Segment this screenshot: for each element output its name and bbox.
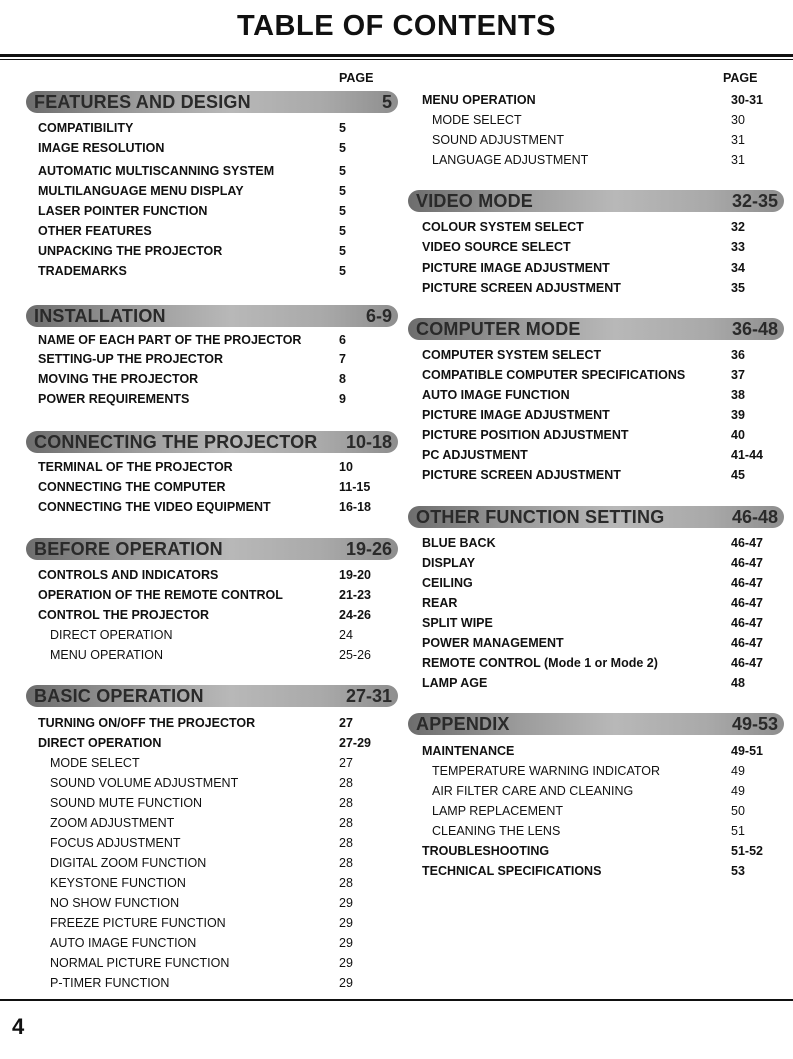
- toc-entry-page: 33: [731, 240, 745, 254]
- toc-entry-page: 5: [339, 244, 346, 258]
- toc-entry-page: 28: [339, 876, 353, 890]
- toc-entry-lamp-age: LAMP AGE: [422, 676, 488, 690]
- toc-entry-operation-of-the-remote-control: OPERATION OF THE REMOTE CONTROL: [38, 588, 283, 602]
- section-title: FEATURES AND DESIGN: [34, 92, 251, 112]
- footer-rule: [0, 999, 793, 1001]
- toc-entry-freeze-picture-function: FREEZE PICTURE FUNCTION: [50, 916, 226, 930]
- toc-entry-page: 5: [339, 264, 346, 278]
- toc-entry-page: 50: [731, 804, 745, 818]
- toc-entry-language-adjustment: LANGUAGE ADJUSTMENT: [432, 153, 589, 167]
- toc-entry-connecting-the-video-equipment: CONNECTING THE VIDEO EQUIPMENT: [38, 500, 271, 514]
- section-page-range: 46-48: [731, 507, 778, 527]
- toc-entry-page: 29: [339, 956, 353, 970]
- toc-entry-picture-position-adjustment: PICTURE POSITION ADJUSTMENT: [422, 428, 629, 442]
- toc-entry-unpacking-the-projector: UNPACKING THE PROJECTOR: [38, 244, 223, 258]
- toc-entry-picture-image-adjustment: PICTURE IMAGE ADJUSTMENT: [422, 261, 610, 275]
- toc-entry-page: 5: [339, 184, 346, 198]
- toc-entry-page: 49: [731, 784, 745, 798]
- toc-entry-page: 27: [339, 756, 353, 770]
- toc-entry-mode-select: MODE SELECT: [432, 113, 522, 127]
- toc-entry-page: 21-23: [339, 588, 371, 602]
- toc-entry-page: 32: [731, 220, 745, 234]
- toc-entry-focus-adjustment: FOCUS ADJUSTMENT: [50, 836, 181, 850]
- section-page-range: 49-53: [731, 714, 778, 734]
- section-page-range: 5: [381, 92, 392, 112]
- section-title: BASIC OPERATION: [34, 686, 204, 706]
- toc-entry-page: 41-44: [731, 448, 763, 462]
- toc-entry-page: 46-47: [731, 616, 763, 630]
- section-page-range: 27-31: [345, 686, 392, 706]
- toc-entry-page: 46-47: [731, 576, 763, 590]
- toc-entry-page: 5: [339, 164, 346, 178]
- toc-entry-page: 31: [731, 153, 745, 167]
- page-column-header: PAGE: [723, 71, 758, 85]
- toc-entry-picture-screen-adjustment: PICTURE SCREEN ADJUSTMENT: [422, 468, 621, 482]
- toc-entry-page: 28: [339, 816, 353, 830]
- toc-entry-rear: REAR: [422, 596, 458, 610]
- section-header-basic-operation: [26, 685, 398, 707]
- toc-entry-page: 45: [731, 468, 745, 482]
- title-rule-thin: [0, 59, 793, 60]
- toc-entry-no-show-function: NO SHOW FUNCTION: [50, 896, 180, 910]
- toc-entry-split-wipe: SPLIT WIPE: [422, 616, 493, 630]
- toc-entry-sound-mute-function: SOUND MUTE FUNCTION: [50, 796, 203, 810]
- toc-entry-mode-select: MODE SELECT: [50, 756, 140, 770]
- toc-entry-page: 29: [339, 936, 353, 950]
- toc-entry-power-requirements: POWER REQUIREMENTS: [38, 392, 190, 406]
- toc-entry-direct-operation: DIRECT OPERATION: [38, 736, 162, 750]
- toc-entry-page: 5: [339, 204, 346, 218]
- toc-entry-page: 46-47: [731, 536, 763, 550]
- toc-entry-page: 49: [731, 764, 745, 778]
- toc-entry-air-filter-care-and-cleaning: AIR FILTER CARE AND CLEANING: [432, 784, 634, 798]
- toc-entry-page: 29: [339, 916, 353, 930]
- toc-entry-technical-specifications: TECHNICAL SPECIFICATIONS: [422, 864, 602, 878]
- toc-entry-page: 39: [731, 408, 745, 422]
- toc-entry-display: DISPLAY: [422, 556, 476, 570]
- toc-entry-page: 10: [339, 460, 353, 474]
- section-title: CONNECTING THE PROJECTOR: [34, 432, 318, 452]
- section-page-range: 6-9: [365, 306, 392, 326]
- toc-entry-page: 11-15: [339, 480, 371, 494]
- toc-entry-menu-operation: MENU OPERATION: [50, 648, 163, 662]
- toc-entry-page: 29: [339, 896, 353, 910]
- section-header-connecting-the-projector: [26, 431, 398, 453]
- toc-entry-page: 19-20: [339, 568, 371, 582]
- toc-entry-page: 5: [339, 224, 346, 238]
- toc-entry-page: 28: [339, 836, 353, 850]
- toc-entry-page: 8: [339, 372, 346, 386]
- section-header-before-operation: [26, 538, 398, 560]
- page-column-header: PAGE: [339, 71, 374, 85]
- toc-entry-controls-and-indicators: CONTROLS AND INDICATORS: [38, 568, 219, 582]
- toc-entry-video-source-select: VIDEO SOURCE SELECT: [422, 240, 571, 254]
- toc-entry-image-resolution: IMAGE RESOLUTION: [38, 141, 165, 155]
- toc-entry-page: 25-26: [339, 648, 371, 662]
- toc-entry-ceiling: CEILING: [422, 576, 473, 590]
- toc-entry-temperature-warning-indicator: TEMPERATURE WARNING INDICATOR: [432, 764, 661, 778]
- toc-entry-page: 46-47: [731, 556, 763, 570]
- toc-entry-page: 6: [339, 333, 346, 347]
- toc-entry-page: 40: [731, 428, 745, 442]
- section-header-appendix: [408, 713, 784, 735]
- toc-entry-page: 46-47: [731, 636, 763, 650]
- toc-entry-page: 51: [731, 824, 745, 838]
- section-page-range: 10-18: [345, 432, 392, 452]
- toc-entry-page: 36: [731, 348, 745, 362]
- toc-entry-laser-pointer-function: LASER POINTER FUNCTION: [38, 204, 208, 218]
- section-title: INSTALLATION: [34, 306, 166, 326]
- toc-entry-page: 16-18: [339, 500, 371, 514]
- toc-entry-page: 31: [731, 133, 745, 147]
- toc-entry-compatibility: COMPATIBILITY: [38, 121, 134, 135]
- toc-entry-page: 38: [731, 388, 745, 402]
- page-number: 4: [12, 1014, 25, 1039]
- section-title: BEFORE OPERATION: [34, 539, 223, 559]
- page-title: TABLE OF CONTENTS: [237, 10, 556, 42]
- toc-entry-name-of-each-part-of-the-projector: NAME OF EACH PART OF THE PROJECTOR: [38, 333, 302, 347]
- toc-entry-automatic-multiscanning-system: AUTOMATIC MULTISCANNING SYSTEM: [38, 164, 275, 178]
- toc-entry-other-features: OTHER FEATURES: [38, 224, 152, 238]
- toc-entry-p-timer-function: P-TIMER FUNCTION: [50, 976, 170, 990]
- toc-entry-blue-back: BLUE BACK: [422, 536, 496, 550]
- toc-entry-keystone-function: KEYSTONE FUNCTION: [50, 876, 186, 890]
- toc-entry-page: 9: [339, 392, 346, 406]
- section-header-computer-mode: [408, 318, 784, 340]
- toc-entry-page: 30: [731, 113, 745, 127]
- section-title: COMPUTER MODE: [416, 319, 581, 339]
- toc-entry-maintenance: MAINTENANCE: [422, 744, 515, 758]
- section-page-range: 36-48: [731, 319, 778, 339]
- toc-entry-page: 27-29: [339, 736, 371, 750]
- toc-entry-connecting-the-computer: CONNECTING THE COMPUTER: [38, 480, 226, 494]
- toc-entry-auto-image-function: AUTO IMAGE FUNCTION: [422, 388, 570, 402]
- toc-entry-moving-the-projector: MOVING THE PROJECTOR: [38, 372, 199, 386]
- toc-entry-page: 28: [339, 856, 353, 870]
- toc-entry-page: 48: [731, 676, 745, 690]
- toc-entry-page: 28: [339, 796, 353, 810]
- section-title: APPENDIX: [416, 714, 510, 734]
- toc-entry-page: 5: [339, 141, 346, 155]
- toc-entry-troubleshooting: TROUBLESHOOTING: [422, 844, 550, 858]
- toc-entry-normal-picture-function: NORMAL PICTURE FUNCTION: [50, 956, 230, 970]
- toc-entry-page: 49-51: [731, 744, 763, 758]
- toc-entry-page: 24-26: [339, 608, 371, 622]
- toc-entry-lamp-replacement: LAMP REPLACEMENT: [432, 804, 564, 818]
- toc-entry-page: 29: [339, 976, 353, 990]
- toc-entry-page: 28: [339, 776, 353, 790]
- toc-entry-sound-volume-adjustment: SOUND VOLUME ADJUSTMENT: [50, 776, 239, 790]
- toc-entry-pc-adjustment: PC ADJUSTMENT: [422, 448, 528, 462]
- toc-entry-multilanguage-menu-display: MULTILANGUAGE MENU DISPLAY: [38, 184, 244, 198]
- toc-entry-page: 53: [731, 864, 745, 878]
- toc-entry-turning-on-off-the-projector: TURNING ON/OFF THE PROJECTOR: [38, 716, 256, 730]
- toc-entry-menu-operation: MENU OPERATION: [422, 93, 536, 107]
- toc-entry-picture-image-adjustment: PICTURE IMAGE ADJUSTMENT: [422, 408, 610, 422]
- toc-entry-zoom-adjustment: ZOOM ADJUSTMENT: [50, 816, 175, 830]
- toc-entry-page: 30-31: [731, 93, 763, 107]
- toc-entry-compatible-computer-specifications: COMPATIBLE COMPUTER SPECIFICATIONS: [422, 368, 686, 382]
- toc-entry-setting-up-the-projector: SETTING-UP THE PROJECTOR: [38, 352, 223, 366]
- toc-entry-auto-image-function: AUTO IMAGE FUNCTION: [50, 936, 197, 950]
- toc-entry-page: 34: [731, 261, 745, 275]
- section-title: VIDEO MODE: [416, 191, 534, 211]
- section-header-features-and-design: [26, 91, 398, 113]
- toc-entry-page: 46-47: [731, 596, 763, 610]
- toc-entry-terminal-of-the-projector: TERMINAL OF THE PROJECTOR: [38, 460, 233, 474]
- toc-entry-page: 46-47: [731, 656, 763, 670]
- toc-entry-page: 7: [339, 352, 346, 366]
- toc-entry-page: 24: [339, 628, 353, 642]
- toc-entry-remote-control-mode-1-or-mode-2: REMOTE CONTROL (Mode 1 or Mode 2): [422, 656, 658, 670]
- toc-entry-computer-system-select: COMPUTER SYSTEM SELECT: [422, 348, 602, 362]
- toc-entry-picture-screen-adjustment: PICTURE SCREEN ADJUSTMENT: [422, 281, 621, 295]
- toc-entry-sound-adjustment: SOUND ADJUSTMENT: [432, 133, 564, 147]
- section-header-installation: [26, 305, 398, 327]
- toc-entry-trademarks: TRADEMARKS: [38, 264, 127, 278]
- section-header-video-mode: [408, 190, 784, 212]
- toc-entry-page: 37: [731, 368, 745, 382]
- toc-entry-colour-system-select: COLOUR SYSTEM SELECT: [422, 220, 584, 234]
- toc-entry-digital-zoom-function: DIGITAL ZOOM FUNCTION: [50, 856, 207, 870]
- section-page-range: 32-35: [731, 191, 778, 211]
- toc-entry-direct-operation: DIRECT OPERATION: [50, 628, 173, 642]
- toc-entry-page: 51-52: [731, 844, 763, 858]
- section-page-range: 19-26: [345, 539, 392, 559]
- toc-entry-control-the-projector: CONTROL THE PROJECTOR: [38, 608, 210, 622]
- section-header-other-function-setting: [408, 506, 784, 528]
- section-title: OTHER FUNCTION SETTING: [416, 507, 665, 527]
- toc-entry-cleaning-the-lens: CLEANING THE LENS: [432, 824, 561, 838]
- toc-entry-power-management: POWER MANAGEMENT: [422, 636, 564, 650]
- title-rule: [0, 54, 793, 57]
- toc-entry-page: 35: [731, 281, 745, 295]
- toc-entry-page: 5: [339, 121, 346, 135]
- toc-entry-page: 27: [339, 716, 353, 730]
